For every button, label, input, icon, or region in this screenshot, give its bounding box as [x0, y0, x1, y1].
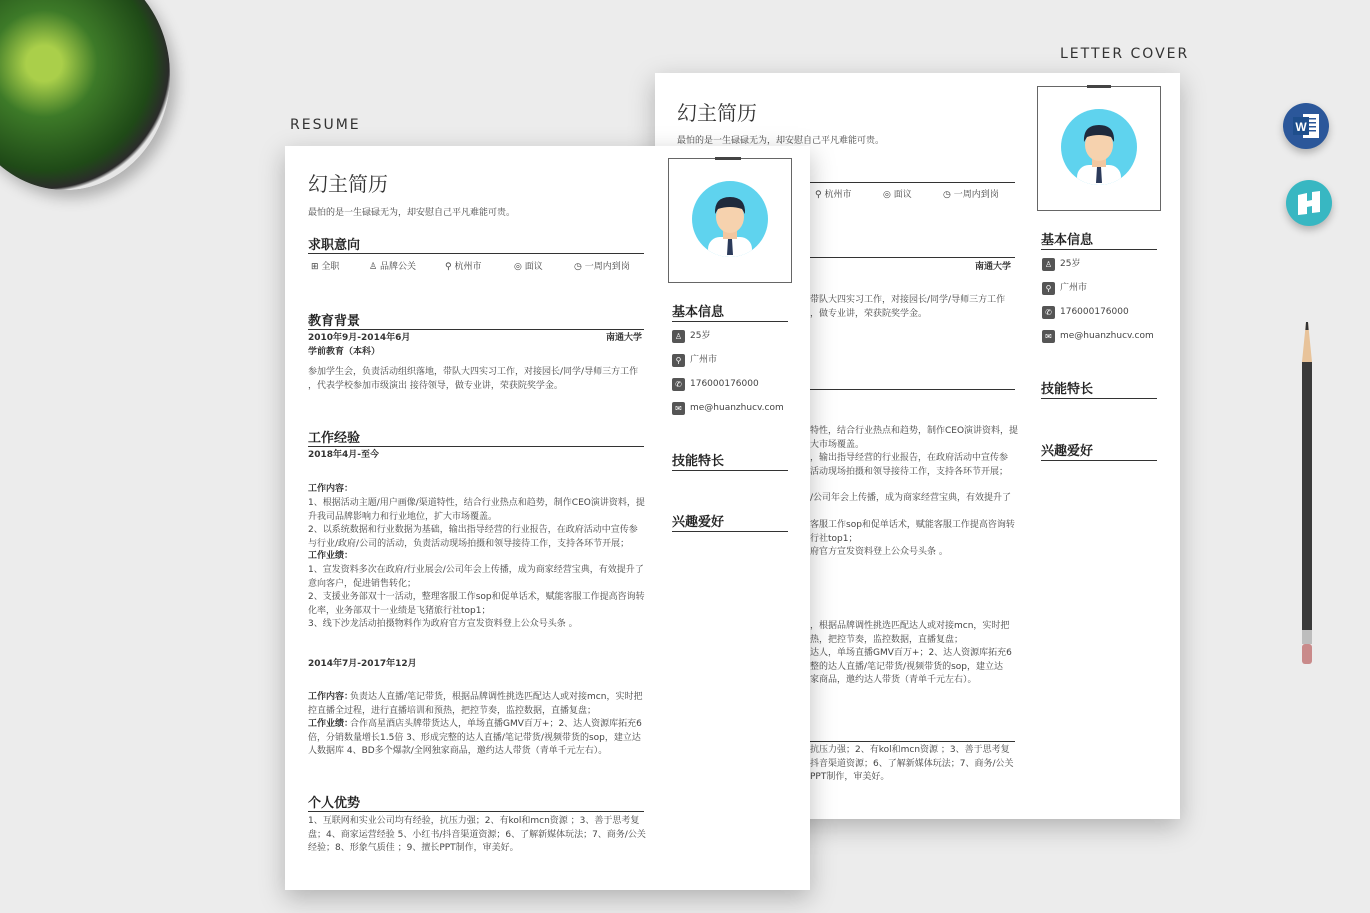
- word-icon-glyph: [1283, 103, 1329, 149]
- back-basic-rule: [1041, 249, 1157, 250]
- back-photo-frame: [1037, 86, 1161, 211]
- back-work-fragment-4: ，根据品牌调性挑选匹配达人或对接mcn，实时把 热，把控节奏，监控数据，直播复盘； 达人，单场直播GMV百万+；2、达人资源库拓充6 整的达人直播/笔记带货/视频带货的sop，建立达 家商品，邀约达人带货（青单千元左右）。: [810, 621, 1012, 685]
- intent-item-city: ⚲ 杭州市: [445, 262, 482, 272]
- back-city-icon: ⚲: [1042, 282, 1055, 295]
- front-basic-rule: [672, 321, 788, 322]
- resume-app-icon: [1286, 180, 1332, 226]
- back-age-icon: ♙: [1042, 258, 1055, 271]
- work-result-label-2: 工作业绩：: [308, 719, 354, 729]
- work-title: 工作经验: [308, 431, 361, 446]
- work-period-2: 2014年7月-2017年12月: [308, 659, 417, 669]
- basic-email: me@huanzhucv.com: [690, 403, 784, 413]
- front-hobbies-rule: [672, 531, 788, 532]
- back-skills-title: 技能特长: [1041, 382, 1094, 397]
- intent-city-text: 杭州市: [454, 262, 482, 272]
- back-work-fragment-2: /公司年会上传播，成为商家经营宝典，有效提升了: [810, 493, 1012, 503]
- back-advantage-rule: [805, 741, 1015, 742]
- intent-title: 求职意向: [308, 238, 361, 253]
- word-icon: [1283, 103, 1329, 149]
- work-content-label-2: 工作内容：: [308, 692, 354, 702]
- front-skills-title: 技能特长: [672, 454, 725, 469]
- back-city: 广州市: [1060, 283, 1088, 293]
- intent-position-text: 品牌公关: [379, 262, 416, 272]
- education-degree: 学前教育（本科）: [308, 347, 381, 357]
- front-basic-info-title: 基本信息: [672, 305, 725, 320]
- back-skills-rule: [1041, 398, 1157, 399]
- work-content-1: 1、根据活动主题/用户画像/渠道特性，结合行业热点和趋势，制作CEO演讲资料，提 升我司品牌影响力和行业地位，扩大市场覆盖。 2、以系统数据和行业数据为基础，输出指导经营的行业报告，在政府活动中宣传参 与行业/政府/公司的活动，负责活动现场拍摄和领导接待工作，支持各环节开展；: [308, 498, 645, 549]
- front-skills-rule: [672, 470, 788, 471]
- front-name: 幻主简历: [308, 172, 388, 196]
- back-intent-salary-text: 面议: [893, 190, 912, 200]
- letter-cover-label: LETTER COVER: [1060, 46, 1190, 62]
- back-work-rule: [805, 389, 1015, 390]
- intent-item-salary: ◎ 面议: [514, 262, 543, 272]
- pencil: [1296, 322, 1320, 672]
- back-intent-item-salary: ◎ 面议: [883, 190, 912, 200]
- back-avatar-illustration: [1061, 109, 1137, 185]
- back-basic-info-title: 基本信息: [1041, 233, 1094, 248]
- back-hobbies-rule: [1041, 460, 1157, 461]
- back-edu-desc: 带队大四实习工作，对接园长/同学/导师三方工作 ，做专业讲，荣获院奖学金。: [810, 295, 1006, 319]
- intent-item-arrival: ◷ 一周内到岗: [574, 262, 630, 272]
- resume-app-icon-glyph: [1286, 180, 1332, 226]
- education-rule: [308, 329, 644, 330]
- education-school: 南通大学: [606, 333, 643, 343]
- back-email: me@huanzhucv.com: [1060, 331, 1154, 341]
- education-period: 2010年9月-2014年6月: [308, 333, 411, 343]
- advantage-rule: [308, 811, 644, 812]
- resume-label: RESUME: [290, 117, 361, 133]
- age-icon: ♙: [672, 330, 685, 343]
- back-name: 幻主简历: [677, 101, 757, 125]
- back-intent-rule: [805, 182, 1015, 183]
- education-desc: 参加学生会，负责活动组织落地，带队大四实习工作，对接园长/同学/导师三方工作 ，代表学校参加市级演出 接待领导，做专业讲，荣获院奖学金。: [308, 367, 639, 391]
- back-intent-city-text: 杭州市: [824, 190, 852, 200]
- back-edu-rule: [805, 257, 1015, 258]
- work-content-2: 负责达人直播/笔记带货，根据品牌调性挑选匹配达人或对接mcn，实时把 控直播全过程，进行直播培训和预热，把控节奏，监控数据，直播复盘；: [308, 692, 643, 716]
- potted-plant-decoration: [0, 0, 170, 190]
- back-photo-tab: [1087, 85, 1111, 88]
- back-school: 南通大学: [975, 262, 1012, 272]
- front-photo-frame: [668, 158, 792, 283]
- back-intent-item-arrival: ◷ 一周内到岗: [943, 190, 999, 200]
- work-content-label-1: 工作内容：: [308, 484, 354, 494]
- work-result-1: 1、宣发资料多次在政府/行业展会/公司年会上传播，成为商家经营宝典，有效提升了 意向客户，促进销售转化； 2、支援业务部双十一活动，整理客服工作sop和促单话术，赋能客服工作提高咨询转 化率，业务部双十一业绩是飞猪旅行社top1； 3、线下沙龙活动拍摄物料作为政府官方宣发资料登上公众号头条 。: [308, 565, 645, 629]
- front-hobbies-title: 兴趣爱好: [672, 515, 725, 530]
- back-age: 25岁: [1060, 259, 1081, 269]
- front-photo-tab: [715, 157, 741, 160]
- svg-text:W: W: [1295, 120, 1307, 134]
- basic-city: 广州市: [690, 355, 718, 365]
- back-motto: 最怕的是一生碌碌无为，却安慰自己平凡难能可贵。: [677, 136, 885, 146]
- back-email-icon: ✉: [1042, 330, 1055, 343]
- advantage-title: 个人优势: [308, 796, 361, 811]
- work-rule: [308, 446, 644, 447]
- intent-item-type: ⊞ 全职: [311, 262, 340, 272]
- back-work-fragment-3: 客服工作sop和促单话术，赋能客服工作提高咨询转 行社top1； 府官方宣发资料登上公众号头条 。: [810, 520, 1015, 557]
- front-motto: 最怕的是一生碌碌无为，却安慰自己平凡难能可贵。: [308, 208, 516, 218]
- education-title: 教育背景: [308, 314, 361, 329]
- work-result-2: 合作高星酒店头牌带货达人，单场直播GMV百万+；2、达人资源库拓充6 倍，分销数量增长1.5倍 3、形成完整的达人直播/笔记带货/视频带货的sop，建立达 人数据库 4、BD多个爆款/全网独家商品，邀约达人带货（青单千元左右）。: [308, 719, 642, 756]
- back-avatar: [1061, 109, 1137, 185]
- intent-salary-text: 面议: [524, 262, 543, 272]
- back-phone-icon: ✆: [1042, 306, 1055, 319]
- basic-age: 25岁: [690, 331, 711, 341]
- location-icon: ⚲: [672, 354, 685, 367]
- back-work-fragment-1: 特性，结合行业热点和趋势，制作CEO演讲资料，提 大市场覆盖。 ，输出指导经营的行业报告，在政府活动中宣传参 活动现场拍摄和领导接待工作，支持各环节开展；: [810, 426, 1019, 477]
- phone-icon: ✆: [672, 378, 685, 391]
- intent-arrival-text: 一周内到岗: [584, 262, 630, 272]
- back-phone: 176000176000: [1060, 307, 1129, 317]
- intent-type-text: 全职: [321, 262, 340, 272]
- back-intent-arrival-text: 一周内到岗: [953, 190, 999, 200]
- email-icon: ✉: [672, 402, 685, 415]
- advantage-desc: 1、互联网和实业公司均有经验，抗压力强；2、有kol和mcn资源 ；3、善于思考复 盘；4、商家运营经验 5、小红书/抖音渠道资源；6、了解新媒体玩法；7、商务/公关 经验；8、形象气质佳 ；9、擅长PPT制作，审美好。: [308, 816, 646, 853]
- work-period-1: 2018年4月-至今: [308, 450, 380, 460]
- back-advantage-fragment: 抗压力强；2、有kol和mcn资源 ；3、善于思考复 抖音渠道资源；6、了解新媒体玩法；7、商务/公关 PPT制作，审美好。: [810, 745, 1014, 782]
- work-result-label-1: 工作业绩：: [308, 551, 354, 561]
- basic-phone: 176000176000: [690, 379, 759, 389]
- front-avatar: [692, 181, 768, 257]
- back-hobbies-title: 兴趣爱好: [1041, 444, 1094, 459]
- intent-item-position: ♙ 品牌公关: [369, 262, 416, 272]
- front-avatar-illustration: [692, 181, 768, 257]
- front-resume-page: [285, 146, 810, 890]
- back-intent-item-city: ⚲ 杭州市: [815, 190, 852, 200]
- intent-rule: [308, 253, 644, 254]
